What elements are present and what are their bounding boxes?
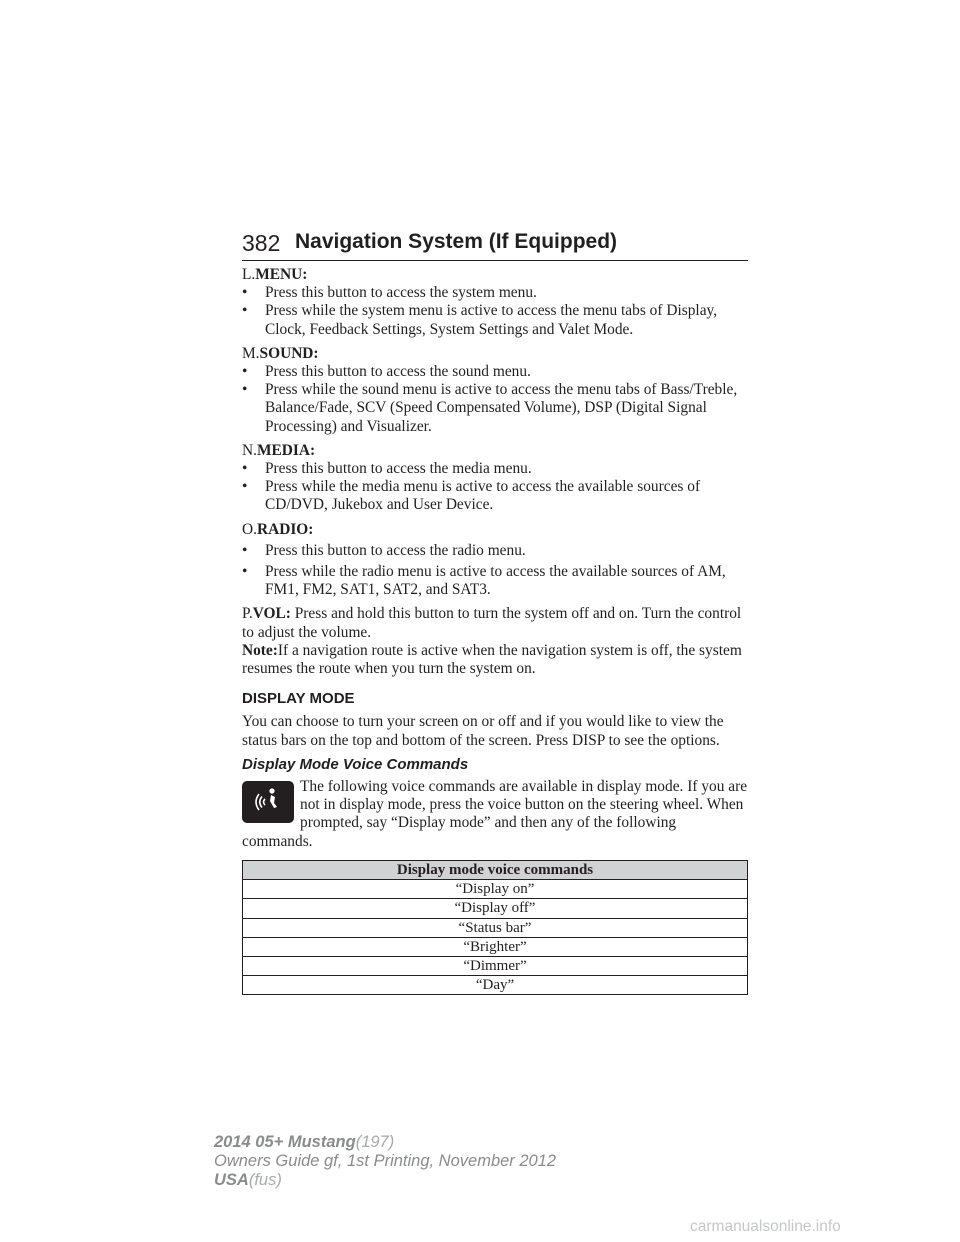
page-title: Navigation System (If Equipped) [295,230,618,253]
bullet-item: • Press this button to access the radio menu. [242,542,748,560]
page-header [242,226,748,262]
page-content [242,266,748,995]
footer-market-code: (fus) [248,1171,282,1189]
table-header: Display mode voice commands [243,860,748,879]
bullet-list [242,460,748,515]
item-sound [242,345,748,436]
item-label: MENU: [255,266,308,283]
table-row [243,937,748,956]
header-rule [242,260,748,261]
item-letter: O. [242,520,257,538]
table-cell: “Day” [243,976,748,995]
note-paragraph [242,642,748,678]
display-mode-intro: You can choose to turn your screen on or off and if you would like to view the status bars on the top and bottom of the screen. Press DISP to see the options. [242,713,724,749]
item-letter: L. [242,266,256,283]
bullet-item: • Press while the system menu is active to access the menu tabs of Display, Clock, Feedback Settings, System Settings and Valet Mode. [242,302,748,338]
item-letter: P. [242,605,253,623]
table-cell: “Dimmer” [243,956,748,975]
subsection-heading: Display Mode Voice Commands [242,755,469,773]
bullet-list [242,542,748,600]
table-cell: “Status bar” [243,918,748,937]
bullet-item: • Press this button to access the system menu. [242,284,748,302]
footer-code: (197) [355,1133,395,1151]
page-number: 382 [242,230,281,256]
item-letter: M. [242,344,260,362]
item-media [242,442,748,515]
voice-button-icon [242,781,294,823]
table-cell: “Display on” [243,880,748,899]
vol-text: Press and hold this button to turn the system off and on. Turn the control to adjust the volume. [242,605,742,641]
item-letter: N. [242,441,257,459]
bullet-item: • Press while the sound menu is active to access the menu tabs of Bass/Treble, Balance/Fade, SCV (Speed Compensated Volume), DSP (Digital Signal Processing) and Visualizer. [242,381,748,436]
voice-commands-block [242,778,748,851]
section-heading: DISPLAY MODE [242,690,355,708]
footer-line-3 [214,1171,556,1190]
table-row [243,899,748,918]
table-cell: “Display off” [243,899,748,918]
bullet-item: • Press while the radio menu is active to access the available sources of AM, FM1, FM2, SAT1, SAT2, and SAT3. [242,563,748,599]
footer-market: USA [214,1171,249,1189]
item-label: RADIO: [256,520,314,538]
bullet-item: • Press this button to access the sound menu. [242,363,748,381]
footer-model: 2014 05+ Mustang [214,1133,356,1151]
bullet-list [242,284,748,339]
table-row [243,918,748,937]
table-row [243,956,748,975]
bullet-list [242,363,748,436]
item-label: SOUND: [259,344,319,362]
vol-paragraph [242,605,748,641]
note-label: Note: [242,641,278,659]
item-label: VOL: [252,605,291,623]
voice-commands-text: The following voice commands are available in display mode. If you are not in display mode, press the voice button on the steering wheel. When prompted, say “Display mode” and then any of the following commands. [242,778,748,850]
bullet-item: • Press while the media menu is active to access the available sources of CD/DVD, Jukebox and User Device. [242,478,748,514]
table-row [243,976,748,995]
watermark: carmanualsonline.info [690,1218,841,1235]
item-menu [242,266,748,339]
note-text: If a navigation route is active when the navigation system is off, the system resumes the route when you turn the system on. [242,641,742,678]
voice-commands-table [242,860,748,995]
bullet-item: • Press this button to access the media menu. [242,460,748,478]
table-cell: “Brighter” [243,937,748,956]
footer-line-1 [214,1133,556,1152]
footer-line-2: Owners Guide gf, 1st Printing, November 2012 [214,1152,557,1170]
table-row [243,880,748,899]
item-label: MEDIA: [256,441,316,459]
page-footer [214,1133,556,1190]
item-radio [242,521,748,600]
